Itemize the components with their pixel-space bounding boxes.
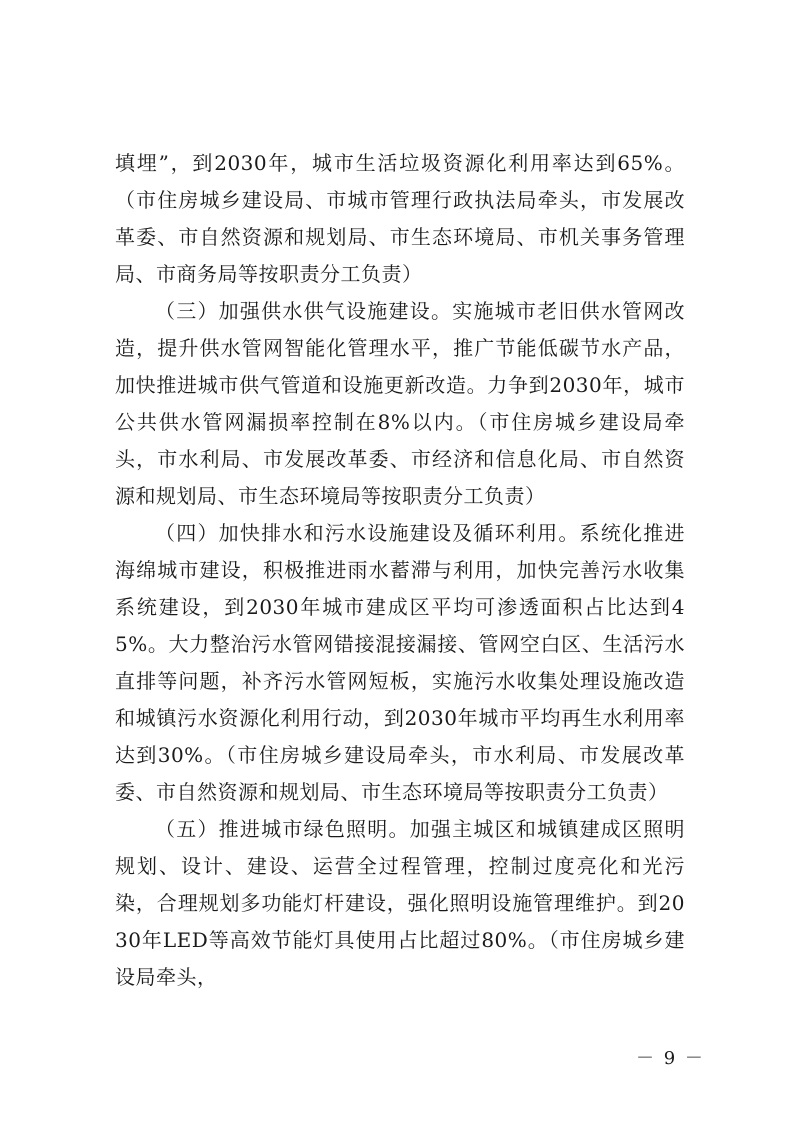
- paragraph-drainage-sewage: [115, 515, 685, 811]
- paragraph-water-gas-supply: [115, 293, 685, 515]
- paragraph-text: 加强主城区和城镇建成区照明规划、设计、建设、运营全过程管理，控制过度亮化和光污染，合理规划多功能灯杆建设，强化照明设施管理维护。到2030年LED等高效节能灯具使用占比超过80%。（市住房城乡建设局牵头，: [115, 817, 685, 989]
- page-number: － 9 －: [636, 1048, 705, 1069]
- section-heading-3: （三）加强供水供气设施建设。: [155, 299, 453, 323]
- document-body: [115, 145, 685, 996]
- paragraph-text: 填埋”，到2030年，城市生活垃圾资源化利用率达到65%。（市住房城乡建设局、市城市管理行政执法局牵头，市发展改革委、市自然资源和规划局、市生态环境局、市机关事务管理局、市商务局等按职责分工负责）: [115, 151, 685, 286]
- section-heading-4: （四）加快排水和污水设施建设及循环利用。: [155, 521, 580, 545]
- paragraph-green-lighting: [115, 811, 685, 996]
- paragraph-text: 系统化推进海绵城市建设，积极推进雨水蓄滞与利用，加快完善污水收集系统建设，到2030年城市建成区平均可渗透面积占比达到45%。大力整治污水管网错接混接漏接、管网空白区、生活污水直排等问题，补齐污水管网短板，实施污水收集处理设施改造和城镇污水资源化利用行动，到2030年城市平均再生水利用率达到30%。（市住房城乡建设局牵头，市水利局、市发展改革委、市自然资源和规划局、市生态环境局等按职责分工负责）: [115, 521, 686, 804]
- paragraph-text: 实施城市老旧供水管网改造，提升供水管网智能化管理水平，推广节能低碳节水产品，加快推进城市供气管道和设施更新改造。力争到2030年，城市公共供水管网漏损率控制在8%以内。（市住房城乡建设局牵头，市水利局、市发展改革委、市经济和信息化局、市自然资源和规划局、市生态环境局等按职责分工负责）: [115, 299, 686, 508]
- paragraph-continuation: [115, 145, 685, 293]
- section-heading-5: （五）推进城市绿色照明。: [155, 817, 410, 841]
